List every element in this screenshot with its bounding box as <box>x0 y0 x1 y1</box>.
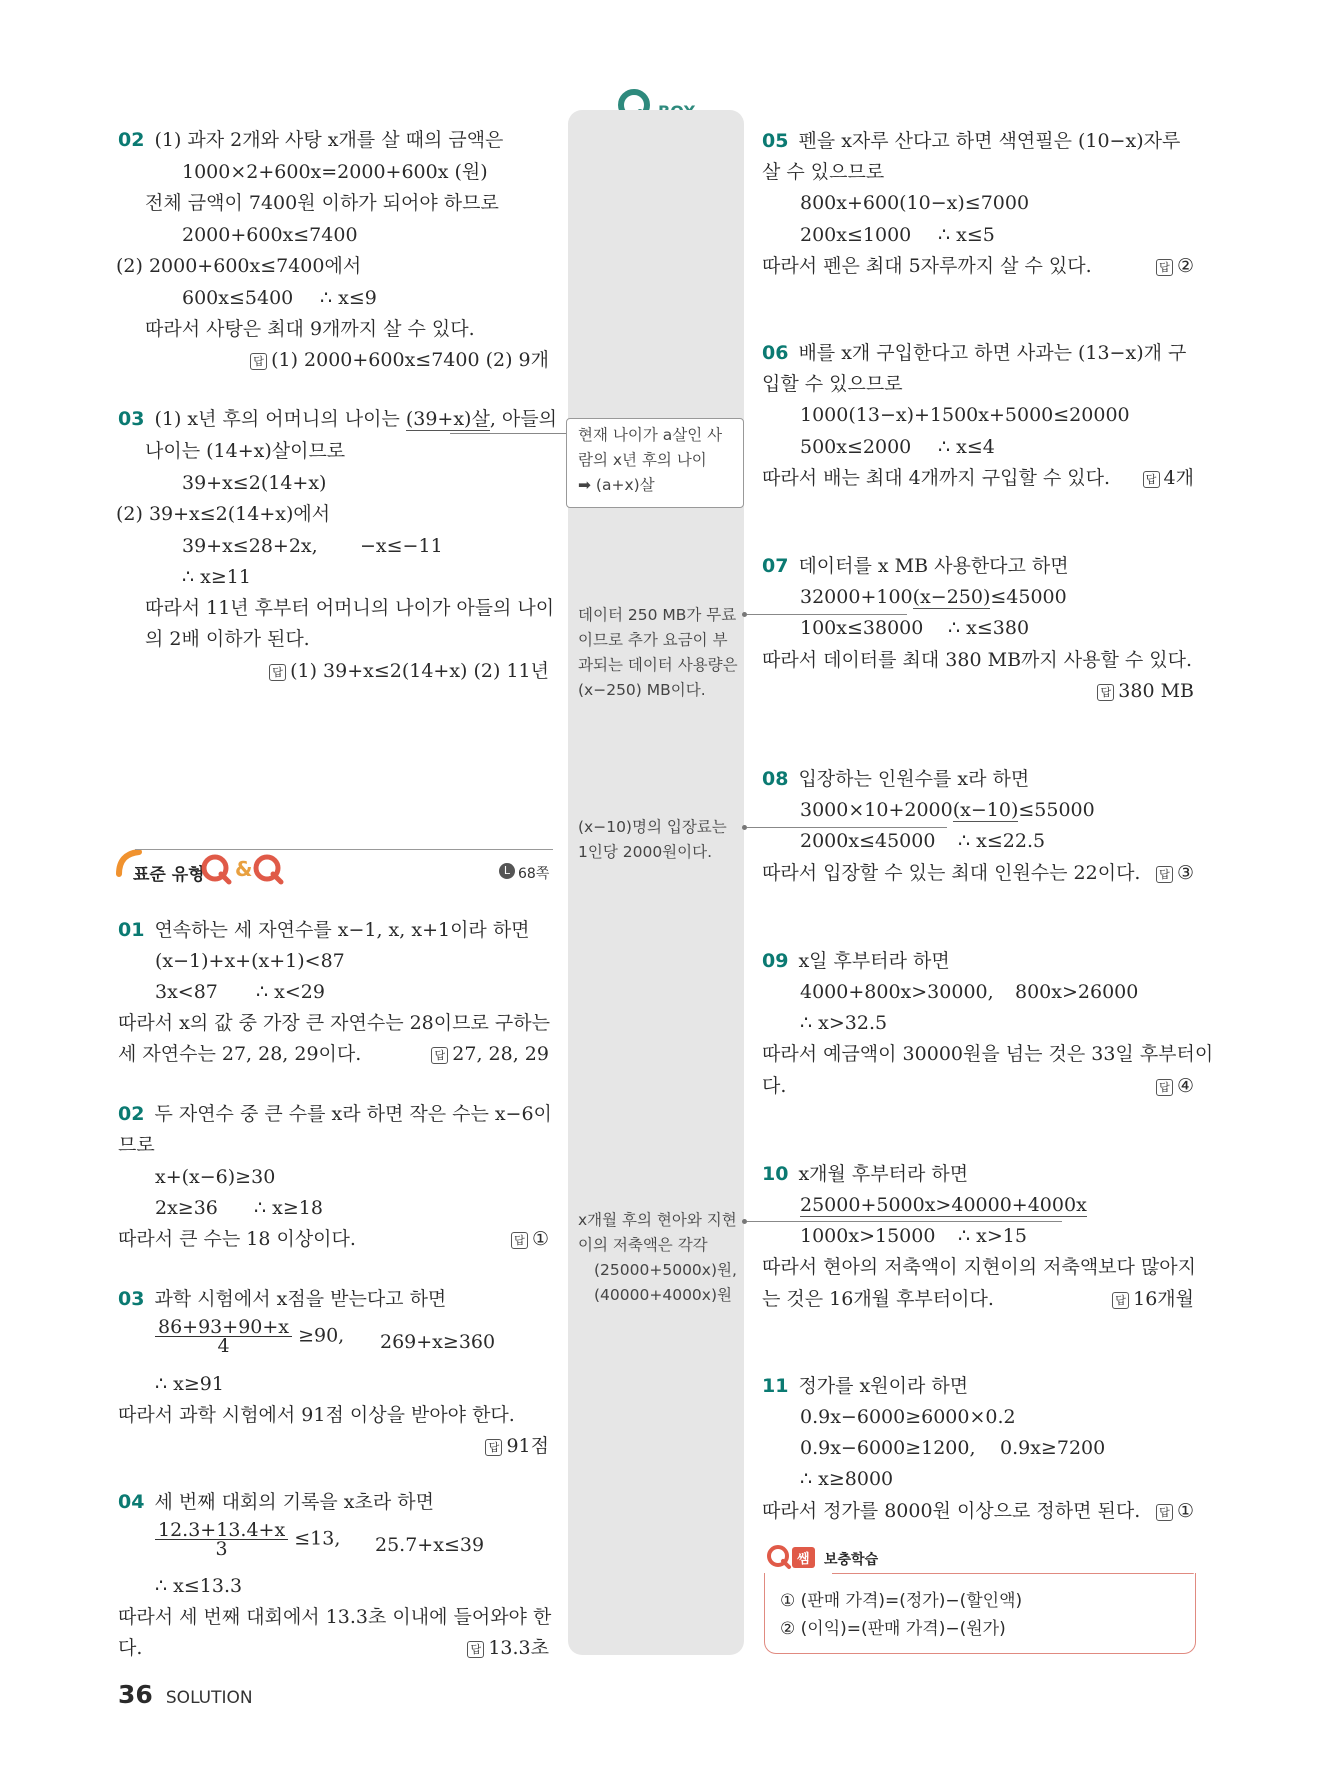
answer-text: ② <box>1176 255 1194 277</box>
answer <box>250 349 549 371</box>
answer <box>467 1637 549 1659</box>
note-line: (x−10)명의 입장료는 <box>578 818 727 836</box>
answer <box>485 1435 549 1457</box>
leader-line <box>747 614 907 615</box>
line: 따라서 데이터를 최대 380 MB까지 사용할 수 있다. <box>762 649 1193 671</box>
answer-text: ④ <box>1176 1075 1194 1097</box>
page-number: 36 <box>118 1680 153 1709</box>
supplement-box <box>764 1573 1196 1654</box>
answer <box>1143 467 1194 489</box>
section-title: 표준 유형 <box>133 865 205 885</box>
line: 의 2배 이하가 된다. <box>145 628 310 650</box>
answer-icon: 답 <box>1156 259 1173 276</box>
line: 살 수 있으므로 <box>762 161 885 183</box>
line: 따라서 배는 최대 4개까지 구입할 수 있다. <box>762 467 1111 489</box>
qq-logo-icon <box>199 852 291 886</box>
footer-label: SOLUTION <box>165 1688 253 1708</box>
line: 269+x≥360 <box>380 1331 496 1353</box>
line: 3x<87 <box>155 981 218 1003</box>
line: 따라서 사탕은 최대 9개까지 살 수 있다. <box>145 318 475 340</box>
answer <box>1097 680 1194 702</box>
line: (2) 39+x≤2(14+x)에서 <box>116 503 331 525</box>
line: 전체 금액이 7400원 이하가 되어야 하므로 <box>145 192 499 214</box>
line: 0.9x≥7200 <box>1000 1437 1106 1459</box>
line: 0.9x−6000≥6000×0.2 <box>800 1406 1016 1428</box>
answer-icon: 답 <box>250 353 267 370</box>
line: 펜을 x자루 산다고 하면 색연필은 (10−x)자루 <box>798 130 1181 152</box>
line: ∴ x≥11 <box>182 566 251 588</box>
line: 다. <box>762 1075 787 1097</box>
line: 따라서 11년 후부터 어머니의 나이가 아들의 나이 <box>145 597 555 619</box>
note-line: 이므로 추가 요금이 부 <box>578 631 728 649</box>
line: 데이터를 x MB 사용한다고 하면 <box>798 555 1069 577</box>
denominator: 3 <box>215 1538 228 1560</box>
leader-line <box>747 827 947 828</box>
page-ref: 68쪽 <box>518 866 550 882</box>
note-line: 람의 x년 후의 나이 <box>578 451 707 469</box>
line: (2) 2000+600x≤7400에서 <box>116 255 362 277</box>
problem-number: 04 <box>118 1491 145 1513</box>
answer-icon: 답 <box>1112 1292 1129 1309</box>
answer-icon: 답 <box>1156 1079 1173 1096</box>
answer-icon: 답 <box>431 1047 448 1064</box>
answer-icon: 답 <box>511 1232 528 1249</box>
answer <box>431 1043 549 1065</box>
answer <box>269 660 549 682</box>
fraction <box>155 1521 288 1558</box>
line: 세 자연수는 27, 28, 29이다. <box>118 1043 362 1065</box>
note-line: (x−250) MB이다. <box>578 681 706 699</box>
line: ∴ x>15 <box>958 1225 1027 1247</box>
underlined-term: (x−10) <box>952 799 1019 821</box>
answer-icon: 답 <box>485 1439 502 1456</box>
note-line: (25000+5000x)원, <box>594 1261 737 1279</box>
answer-text: ① <box>1176 1500 1194 1522</box>
line: 입할 수 있으므로 <box>762 373 903 395</box>
answer <box>1112 1288 1194 1310</box>
note-line: 데이터 250 MB가 무료 <box>578 606 737 624</box>
answer-text: 13.3초 <box>488 1637 549 1659</box>
answer-text: 380 MB <box>1118 680 1194 702</box>
line: 3000×10+2000 <box>800 799 953 821</box>
line: ∴ x≤380 <box>948 617 1030 639</box>
line: x개월 후부터라 하면 <box>798 1163 969 1185</box>
line: ∴ x>32.5 <box>800 1012 888 1034</box>
line: 따라서 현아의 저축액이 지현이의 저축액보다 많아지 <box>762 1256 1196 1278</box>
line: 1000(13−x)+1500x+5000≤20000 <box>800 404 1130 426</box>
line: 32000+100 <box>800 586 913 608</box>
line: ∴ x≥18 <box>254 1197 323 1219</box>
line: ≤13, <box>294 1527 341 1550</box>
fraction <box>155 1318 292 1355</box>
underlined-term: (x−250) <box>912 586 991 608</box>
line: 200x≤1000 <box>800 224 912 246</box>
line: ∴ x≤9 <box>320 287 377 309</box>
note-line: 이의 저축액은 각각 <box>578 1236 708 1254</box>
line: (1) x년 후의 어머니의 나이는 <box>154 408 406 430</box>
supplement-box-top <box>832 1573 1194 1574</box>
underlined-term: 25000+5000x>40000+4000x <box>800 1194 1087 1216</box>
supplement-item: ② (이익)=(판매 가격)−(원가) <box>780 1619 1006 1639</box>
line: 세 번째 대회의 기록을 x초라 하면 <box>154 1491 434 1513</box>
line: 정가를 x원이라 하면 <box>798 1375 969 1397</box>
line: 따라서 큰 수는 18 이상이다. <box>118 1228 356 1250</box>
qbox-column <box>568 110 744 1655</box>
line: 나이는 (14+x)살이므로 <box>145 440 346 462</box>
line: 800x+600(10−x)≤7000 <box>800 192 1030 214</box>
line: 500x≤2000 <box>800 436 912 458</box>
line: 1000×2+600x=2000+600x (원) <box>182 161 488 183</box>
answer-text: ③ <box>1176 862 1194 884</box>
supplement-item: ① (판매 가격)=(정가)−(할인액) <box>780 1591 1023 1611</box>
line: 4000+800x>30000, <box>800 981 994 1003</box>
note-line: 1인당 2000원이다. <box>578 843 713 861</box>
line: 따라서 x의 값 중 가장 큰 자연수는 28이므로 구하는 <box>118 1012 550 1034</box>
line: 따라서 정가를 8000원 이상으로 정하면 된다. <box>762 1500 1141 1522</box>
line: (x−1)+x+(x+1)<87 <box>155 950 345 972</box>
numerator: 86+93+90+x <box>155 1318 292 1337</box>
line: 배를 x개 구입한다고 하면 사과는 (13−x)개 구 <box>798 342 1187 364</box>
note-line: ➡ (a+x)살 <box>578 476 655 494</box>
svg-text:&: & <box>235 857 253 881</box>
supplement-ssam: 쌤 <box>792 1547 815 1568</box>
line: 2x≥36 <box>155 1197 218 1219</box>
line: ∴ x<29 <box>256 981 325 1003</box>
note-line: x개월 후의 현아와 지현 <box>578 1211 737 1229</box>
line: 따라서 세 번째 대회에서 13.3초 이내에 들어와야 한 <box>118 1606 552 1628</box>
line: ∴ x≤13.3 <box>155 1575 243 1597</box>
line: ∴ x≤22.5 <box>958 830 1046 852</box>
numerator: 12.3+13.4+x <box>155 1521 288 1540</box>
answer-icon: 답 <box>1097 684 1114 701</box>
section-rule <box>135 849 553 850</box>
line: ∴ x≥8000 <box>800 1468 894 1490</box>
line: −x≤−11 <box>360 535 443 557</box>
answer-icon: 답 <box>467 1641 484 1658</box>
line: 100x≤38000 <box>800 617 924 639</box>
line: 두 자연수 중 큰 수를 x라 하면 작은 수는 x−6이 <box>154 1103 552 1125</box>
supplement-header <box>766 1544 966 1574</box>
page-ref-badge: L <box>499 863 515 879</box>
line: 다. <box>118 1637 143 1659</box>
answer-text: ① <box>531 1228 549 1250</box>
denominator: 4 <box>217 1335 230 1357</box>
line: ∴ x≤5 <box>938 224 995 246</box>
line: , 아들의 <box>489 408 557 430</box>
answer-icon: 답 <box>1156 866 1173 883</box>
answer-text: 91점 <box>506 1435 549 1457</box>
problem-number: 06 <box>762 342 789 364</box>
answer <box>1156 1500 1194 1522</box>
line: 므로 <box>118 1134 155 1156</box>
answer <box>1156 862 1194 884</box>
problem-number: 09 <box>762 950 789 972</box>
answer-text: 27, 28, 29 <box>452 1043 549 1065</box>
line: 800x>26000 <box>1015 981 1139 1003</box>
line: 따라서 과학 시험에서 91점 이상을 받아야 한다. <box>118 1404 515 1426</box>
answer-text: (1) 2000+600x≤7400 (2) 9개 <box>271 349 549 371</box>
leader-line <box>450 433 566 434</box>
line: x일 후부터라 하면 <box>798 950 950 972</box>
line: 39+x≤2(14+x) <box>182 472 327 494</box>
line: ≤55000 <box>1018 799 1095 821</box>
answer <box>1156 1075 1194 1097</box>
problem-number: 02 <box>118 1103 145 1125</box>
problem-number: 01 <box>118 919 145 941</box>
line: x+(x−6)≥30 <box>155 1166 276 1188</box>
line: 따라서 펜은 최대 5자루까지 살 수 있다. <box>762 255 1092 277</box>
line: 입장하는 인원수를 x라 하면 <box>798 768 1030 790</box>
line: (1) 과자 2개와 사탕 x개를 살 때의 금액은 <box>154 129 504 151</box>
line: ∴ x≥91 <box>155 1373 224 1395</box>
line: 연속하는 세 자연수를 x−1, x, x+1이라 하면 <box>154 919 530 941</box>
line: 따라서 입장할 수 있는 최대 인원수는 22이다. <box>762 862 1141 884</box>
answer-icon: 답 <box>269 664 286 681</box>
problem-number: 08 <box>762 768 789 790</box>
line: ∴ x≤4 <box>938 436 995 458</box>
line: 따라서 예금액이 30000원을 넘는 것은 33일 후부터이 <box>762 1043 1214 1065</box>
underlined-term: (39+x)살 <box>405 408 490 430</box>
line: 과학 시험에서 x점을 받는다고 하면 <box>154 1288 447 1310</box>
problem-number: 11 <box>762 1375 789 1397</box>
line: 25.7+x≤39 <box>375 1534 485 1556</box>
problem-number: 07 <box>762 555 789 577</box>
problem-number: 03 <box>118 1288 145 1310</box>
answer-icon: 답 <box>1143 471 1160 488</box>
problem-number: 10 <box>762 1163 789 1185</box>
answer-text: (1) 39+x≤2(14+x) (2) 11년 <box>290 660 549 682</box>
answer <box>1156 255 1194 277</box>
line: ≤45000 <box>990 586 1067 608</box>
problem-number: 03 <box>118 408 145 430</box>
leader-line <box>747 1221 1062 1222</box>
line: ≥90, <box>298 1324 345 1347</box>
supplement-title: 보충학습 <box>824 1552 879 1568</box>
note-line: 현재 나이가 a살인 사 <box>578 426 723 444</box>
section-header <box>113 848 553 892</box>
problem-number: 02 <box>118 129 145 151</box>
line: 39+x≤28+2x, <box>182 535 318 557</box>
answer <box>511 1228 549 1250</box>
supplement-q-icon <box>766 1544 792 1570</box>
line: 2000+600x≤7400 <box>182 224 358 246</box>
line: 0.9x−6000≥1200, <box>800 1437 976 1459</box>
answer-text: 16개월 <box>1133 1288 1194 1310</box>
footer <box>118 1680 253 1709</box>
line: 600x≤5400 <box>182 287 294 309</box>
answer-text: 4개 <box>1163 467 1194 489</box>
note-line: 과되는 데이터 사용량은 <box>578 656 738 674</box>
line: 1000x>15000 <box>800 1225 936 1247</box>
answer-icon: 답 <box>1156 1504 1173 1521</box>
note-line: (40000+4000x)원 <box>594 1286 732 1304</box>
line: 는 것은 16개월 후부터이다. <box>762 1288 994 1310</box>
line: 2000x≤45000 <box>800 830 936 852</box>
problem-number: 05 <box>762 130 789 152</box>
